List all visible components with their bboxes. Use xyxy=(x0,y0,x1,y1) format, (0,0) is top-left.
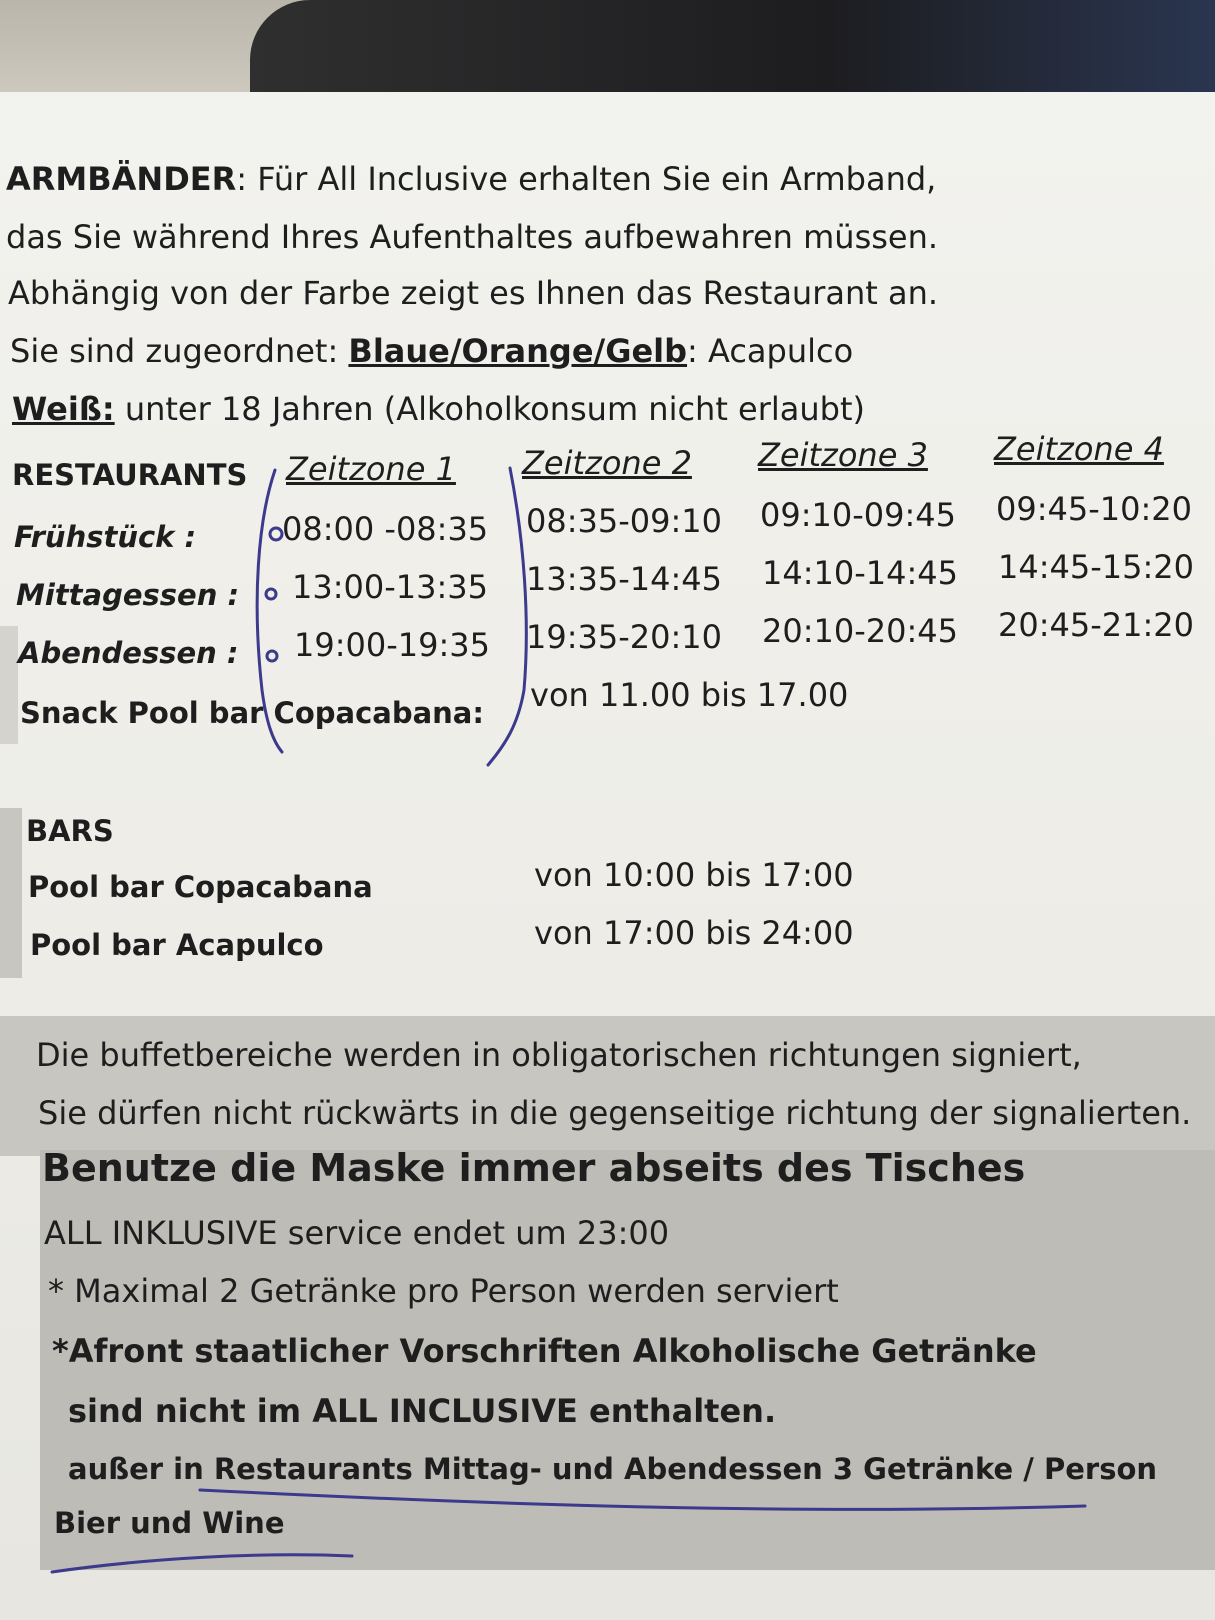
alcohol-note-2: sind nicht im ALL INCLUSIVE enthalten. xyxy=(68,1392,777,1430)
dinner-zone-3: 20:10-20:45 xyxy=(762,612,958,650)
armband-line-3: Abhängig von der Farbe zeigt es Ihnen das Restaurant an. xyxy=(8,274,939,312)
armband-heading: ARMBÄNDER xyxy=(6,160,237,198)
white-label: Weiß: xyxy=(12,390,115,428)
zone-header-2: Zeitzone 2 xyxy=(522,444,692,482)
bars-heading: BARS xyxy=(26,814,114,848)
bar-time-1: von 10:00 bis 17:00 xyxy=(534,856,854,894)
row-label-lunch: Mittagessen : xyxy=(16,578,240,612)
left-strip-2 xyxy=(0,626,18,744)
assigned-colors: Blaue/Orange/Gelb xyxy=(348,332,688,370)
lunch-zone-3: 14:10-14:45 xyxy=(762,554,958,592)
assigned-restaurant: : Acapulco xyxy=(687,332,854,370)
zone-header-4: Zeitzone 4 xyxy=(994,430,1164,468)
breakfast-zone-2: 08:35-09:10 xyxy=(526,502,722,540)
armband-line-2: das Sie während Ihres Aufenthaltes aufbewahren müssen. xyxy=(6,218,939,256)
alcohol-note-1: *Afront staatlicher Vorschriften Alkoholische Getränke xyxy=(52,1332,1037,1370)
lunch-zone-2: 13:35-14:45 xyxy=(526,560,722,598)
white-text: unter 18 Jahren (Alkoholkonsum nicht erlaubt) xyxy=(114,390,866,428)
dinner-zone-4: 20:45-21:20 xyxy=(998,606,1194,644)
armband-line-1 xyxy=(6,160,936,198)
row-label-breakfast: Frühstück : xyxy=(14,520,197,554)
armband-text-1: : Für All Inclusive erhalten Sie ein Armband, xyxy=(236,160,937,198)
lunch-zone-4: 14:45-15:20 xyxy=(998,548,1194,586)
left-strip xyxy=(0,808,22,978)
snack-time: von 11.00 bis 17.00 xyxy=(530,676,849,714)
bar-name-2: Pool bar Acapulco xyxy=(30,928,324,962)
lunch-zone-1: 13:00-13:35 xyxy=(292,568,488,606)
breakfast-zone-4: 09:45-10:20 xyxy=(996,490,1192,528)
except-note: außer in Restaurants Mittag- und Abendessen 3 Getränke / Person xyxy=(68,1452,1158,1486)
service-end-note: ALL INKLUSIVE service endet um 23:00 xyxy=(44,1214,670,1252)
breakfast-zone-1: 08:00 -08:35 xyxy=(282,510,489,548)
dinner-zone-1: 19:00-19:35 xyxy=(294,626,490,664)
buffet-note-2: Sie dürfen nicht rückwärts in die gegenseitige richtung der signalierten. xyxy=(38,1094,1192,1132)
armband-line-5 xyxy=(12,390,865,428)
buffet-note-1: Die buffetbereiche werden in obligatorischen richtungen signiert, xyxy=(36,1036,1082,1074)
dinner-zone-2: 19:35-20:10 xyxy=(526,618,722,656)
bar-name-1: Pool bar Copacabana xyxy=(28,870,373,904)
breakfast-zone-3: 09:10-09:45 xyxy=(760,496,956,534)
armband-line-4 xyxy=(10,332,853,370)
beer-note: Bier und Wine xyxy=(54,1506,285,1540)
max-drinks-note: * Maximal 2 Getränke pro Person werden serviert xyxy=(48,1272,839,1310)
dark-object xyxy=(250,0,1215,105)
snack-label: Snack Pool bar Copacabana: xyxy=(20,696,484,730)
zone-header-1: Zeitzone 1 xyxy=(286,450,456,488)
row-label-dinner: Abendessen : xyxy=(18,636,239,670)
assigned-prefix: Sie sind zugeordnet: xyxy=(10,332,349,370)
restaurants-heading: RESTAURANTS xyxy=(12,458,248,492)
zone-header-3: Zeitzone 3 xyxy=(758,436,928,474)
mask-note: Benutze die Maske immer abseits des Tisches xyxy=(42,1146,1026,1190)
bar-time-2: von 17:00 bis 24:00 xyxy=(534,914,854,952)
